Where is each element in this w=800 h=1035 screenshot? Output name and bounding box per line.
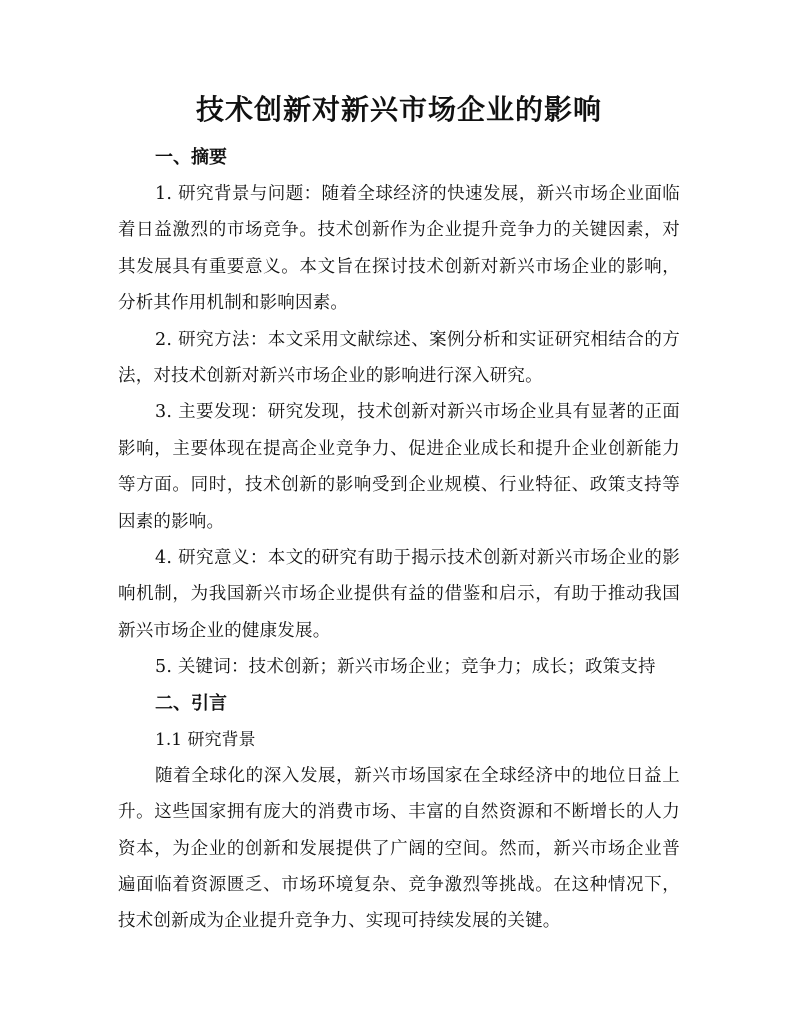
abstract-item-background: 1. 研究背景与问题：随着全球经济的快速发展，新兴市场企业面临着日益激烈的市场竞争。技术创新作为企业提升竞争力的关键因素，对其发展具有重要意义。本文旨在探讨技术创新对新兴市场企业的影响，分析其作用机制和影响因素。 [118,184,680,314]
abstract-heading: 一、摘要 [155,147,227,168]
intro-paragraph: 随着全球化的深入发展，新兴市场国家在全球经济中的地位日益上升。这些国家拥有庞大的消费市场、丰富的自然资源和不断增长的人力资本，为企业的创新和发展提供了广阔的空间。然而，新兴市场企业普遍面临着资源匮乏、市场环境复杂、竞争激烈等挑战。在这种情况下，技术创新成为企业提升竞争力、实现可持续发展的关键。 [118,765,680,932]
abstract-item-method: 2. 研究方法：本文采用文献综述、案例分析和实证研究相结合的方法，对技术创新对新兴市场企业的影响进行深入研究。 [118,329,680,387]
abstract-item-keywords: 5. 关键词：技术创新；新兴市场企业；竞争力；成长；政策支持 [155,657,656,678]
intro-heading: 二、引言 [155,692,227,714]
intro-subheading: 1.1 研究背景 [155,729,256,750]
document-page [118,88,680,940]
abstract-item-findings: 3. 主要发现：研究发现，技术创新对新兴市场企业具有显著的正面影响，主要体现在提高企业竞争力、促进企业成长和提升企业创新能力等方面。同时，技术创新的影响受到企业规模、行业特征、政策支持等因素的影响。 [118,402,680,532]
abstract-item-significance: 4. 研究意义：本文的研究有助于揭示技术创新对新兴市场企业的影响机制，为我国新兴市场企业提供有益的借鉴和启示，有助于推动我国新兴市场企业的健康发展。 [118,548,680,641]
document-title: 技术创新对新兴市场企业的影响 [195,93,602,126]
